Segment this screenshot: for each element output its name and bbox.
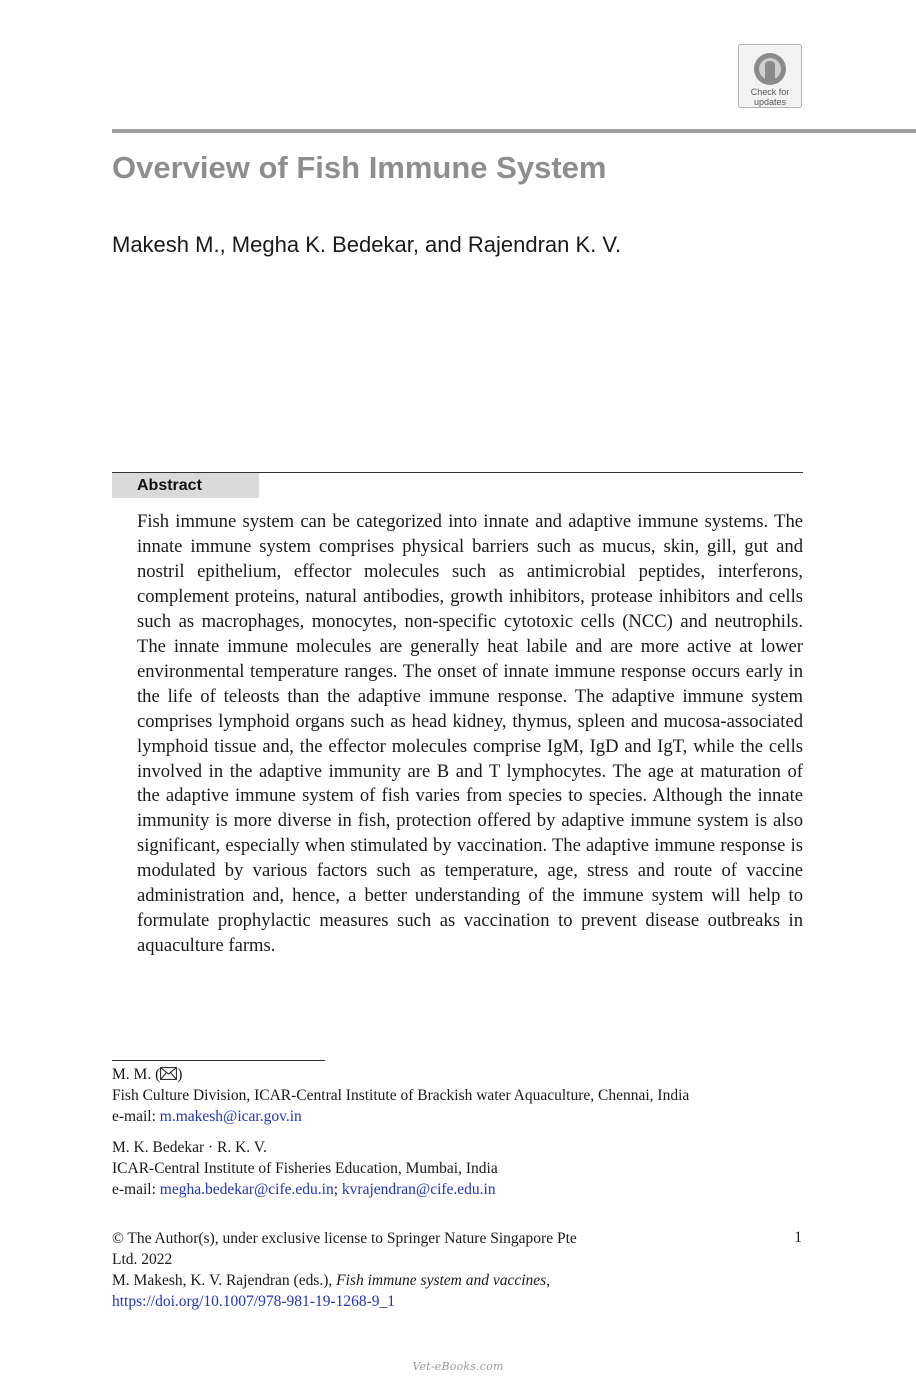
badge-label-line1: Check for: [750, 87, 790, 97]
copyright-line2: Ltd. 2022: [112, 1251, 173, 1268]
author2-email1-link[interactable]: megha.bedekar@cife.edu.in: [159, 1181, 334, 1198]
doi-link[interactable]: https://doi.org/10.1007/978-981-19-1268-9_1: [112, 1293, 396, 1310]
check-for-updates-icon: [752, 51, 788, 87]
author2-email-label: e-mail:: [112, 1181, 160, 1198]
footnote-author1-name: [112, 1065, 812, 1086]
badge-label-line2: updates: [753, 97, 787, 107]
footnote-author1-email-line: [112, 1107, 812, 1128]
chapter-title: Overview of Fish Immune System: [112, 150, 607, 185]
book-editors: M. Makesh, K. V. Rajendran (eds.),: [112, 1272, 337, 1289]
footnote-author1-affiliation: Fish Culture Division, ICAR-Central Institute of Brackish water Aquaculture, Chennai, India: [112, 1087, 690, 1104]
author2-email-separator: ;: [333, 1181, 342, 1198]
footnote-author2-email-line: [112, 1180, 812, 1201]
chapter-authors: Makesh M., Megha K. Bedekar, and Rajendran K. V.: [112, 232, 622, 257]
footnote-author2-names: M. K. Bedekar · R. K. V.: [112, 1139, 267, 1156]
abstract-label: Abstract: [112, 473, 259, 498]
footnote-author2-affiliation: ICAR-Central Institute of Fisheries Education, Mumbai, India: [112, 1160, 498, 1177]
book-title: Fish immune system and vaccines: [336, 1272, 547, 1289]
footnote-rule: [112, 1060, 325, 1061]
book-citation: [112, 1271, 812, 1292]
page-number: 1: [794, 1229, 802, 1246]
author1-email-label: e-mail:: [112, 1108, 160, 1125]
check-for-updates-badge[interactable]: [738, 44, 802, 108]
header-rule: [112, 129, 916, 133]
author2-email2-link[interactable]: kvrajendran@cife.edu.in: [341, 1181, 496, 1198]
abstract-text: Fish immune system can be categorized into innate and adaptive immune systems. The innate immune system comprises physical barriers such as mucus, skin, gill, gut and nostril epithelium, effector molecules such as antimicrobial peptides, interferons, complement proteins, natural antibodies, growth inhibitors, protease inhibitors and cells such as macrophages, monocytes, non-specific cytotoxic cells (NCC) and neutrophils. The innate immune molecules are generally heat labile and are more active at lower environmental temperature ranges. The onset of innate immune response occurs early in the life of teleosts than the adaptive immune response. The adaptive immune system comprises lymphoid organs such as head kidney, thymus, spleen and mucosa-associated lymphoid tissue and, the effector molecules comprise IgM, IgD and IgT, while the cells involved in the adaptive immunity are B and T lymphocytes. The age at maturation of the adaptive immune system of fish varies from species to species. Although the innate immunity is more diverse in fish, protection offered by adaptive immune system is also significant, especially when stimulated by vaccination. The adaptive immune response is modulated by various factors such as temperature, age, stress and route of vaccine administration and, hence, a better understanding of the immune system will help to formulate prophylactic measures such as vaccination to prevent disease outbreaks in aquaculture farms.: [137, 511, 803, 957]
copyright-line1: © The Author(s), under exclusive license to Springer Nature Singapore Pte: [112, 1230, 577, 1247]
author1-email-link[interactable]: m.makesh@icar.gov.in: [159, 1108, 302, 1125]
author1-name-close: ): [177, 1066, 183, 1083]
envelope-icon: [160, 1067, 177, 1080]
book-suffix: ,: [546, 1272, 551, 1289]
doi-line: [112, 1292, 812, 1313]
author1-name-open: M. M. (: [112, 1066, 161, 1083]
watermark: Vet-eBooks.com: [412, 1360, 504, 1373]
